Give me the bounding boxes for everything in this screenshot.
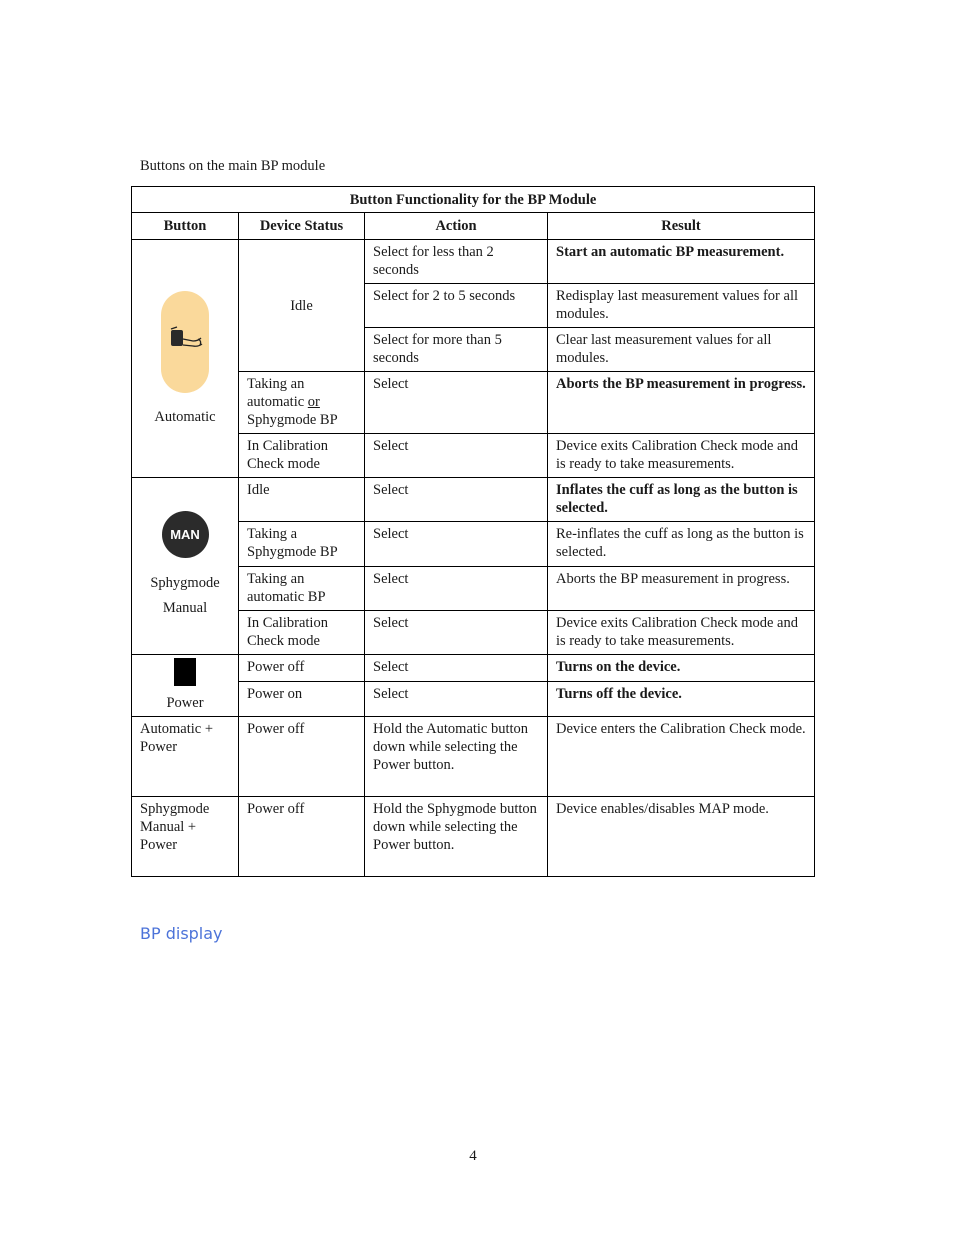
- action-cell: Select: [365, 610, 548, 654]
- result-cell: Aborts the BP measurement in progress.: [548, 566, 815, 610]
- manual-label-line: Sphygmode: [150, 575, 220, 592]
- action-cell: Select: [365, 478, 548, 522]
- status-text: Sphygmode BP: [247, 412, 338, 429]
- table-row: [132, 796, 815, 876]
- action-cell: Select: [365, 654, 548, 681]
- intro-text: Buttons on the main BP module: [140, 158, 326, 174]
- manual-label-line: Manual: [162, 600, 208, 617]
- status-cell: In Calibration Check mode: [239, 434, 365, 478]
- action-cell: Select for less than 2 seconds: [365, 240, 548, 284]
- result-cell: Device exits Calibration Check mode and is ready to take measurements.: [548, 434, 815, 478]
- result-cell: Device enters the Calibration Check mode.: [548, 716, 815, 796]
- table-row: [132, 240, 815, 284]
- action-cell: Select for more than 5 seconds: [365, 328, 548, 372]
- man-button-icon: MAN: [162, 511, 209, 558]
- table-row: [132, 478, 815, 522]
- action-cell: Select for 2 to 5 seconds: [365, 284, 548, 328]
- button-combo-cell: Sphygmode Manual + Power: [132, 796, 239, 876]
- action-cell: Hold the Automatic button down while selecting the Power button.: [365, 716, 548, 796]
- result-cell: Re-inflates the cuff as long as the button is selected.: [548, 522, 815, 566]
- page-number: 4: [469, 1148, 477, 1164]
- cuff-arm-icon: [165, 325, 205, 359]
- result-cell: Clear last measurement values for all modules.: [548, 328, 815, 372]
- header-action: Action: [365, 213, 548, 240]
- result-cell: Inflates the cuff as long as the button is selected.: [548, 478, 815, 522]
- status-cell: [239, 372, 365, 434]
- result-cell: Turns on the device.: [548, 654, 815, 681]
- result-cell: Device exits Calibration Check mode and is ready to take measurements.: [548, 610, 815, 654]
- status-cell: In Calibration Check mode: [239, 610, 365, 654]
- status-text: Taking an: [247, 376, 305, 393]
- header-button: Button: [132, 213, 239, 240]
- table-row: [132, 716, 815, 796]
- status-cell: Power on: [239, 681, 365, 716]
- automatic-button-label: Automatic: [154, 409, 216, 426]
- header-device-status: Device Status: [239, 213, 365, 240]
- result-cell: Redisplay last measurement values for all modules.: [548, 284, 815, 328]
- section-heading: BP display: [140, 924, 223, 943]
- action-cell: Select: [365, 681, 548, 716]
- status-cell: Power off: [239, 654, 365, 681]
- action-cell: Select: [365, 434, 548, 478]
- power-button-cell: [132, 654, 239, 716]
- action-cell: Select: [365, 372, 548, 434]
- status-cell: Taking an automatic BP: [239, 566, 365, 610]
- table-row: [132, 654, 815, 681]
- button-functionality-table: [131, 186, 815, 877]
- automatic-button-icon: [161, 291, 209, 393]
- status-cell: Power off: [239, 716, 365, 796]
- action-cell: Select: [365, 566, 548, 610]
- action-cell: Select: [365, 522, 548, 566]
- result-cell: Turns off the device.: [548, 681, 815, 716]
- status-cell: Taking a Sphygmode BP: [239, 522, 365, 566]
- manual-button-cell: [132, 478, 239, 654]
- result-cell: Device enables/disables MAP mode.: [548, 796, 815, 876]
- manual-button-label: [132, 571, 238, 621]
- result-cell: Start an automatic BP measurement.: [548, 240, 815, 284]
- result-cell: Aborts the BP measurement in progress.: [548, 372, 815, 434]
- header-result: Result: [548, 213, 815, 240]
- status-text-or: or: [307, 394, 320, 411]
- status-cell: Idle: [239, 478, 365, 522]
- power-button-icon: [174, 658, 196, 686]
- button-combo-cell: Automatic + Power: [132, 716, 239, 796]
- status-cell: Power off: [239, 796, 365, 876]
- table-title: Button Functionality for the BP Module: [132, 187, 815, 213]
- automatic-button-cell: [132, 240, 239, 478]
- status-text: automatic: [247, 394, 305, 411]
- action-cell: Hold the Sphygmode button down while selecting the Power button.: [365, 796, 548, 876]
- status-idle: Idle: [239, 240, 365, 372]
- power-button-label: Power: [166, 695, 204, 712]
